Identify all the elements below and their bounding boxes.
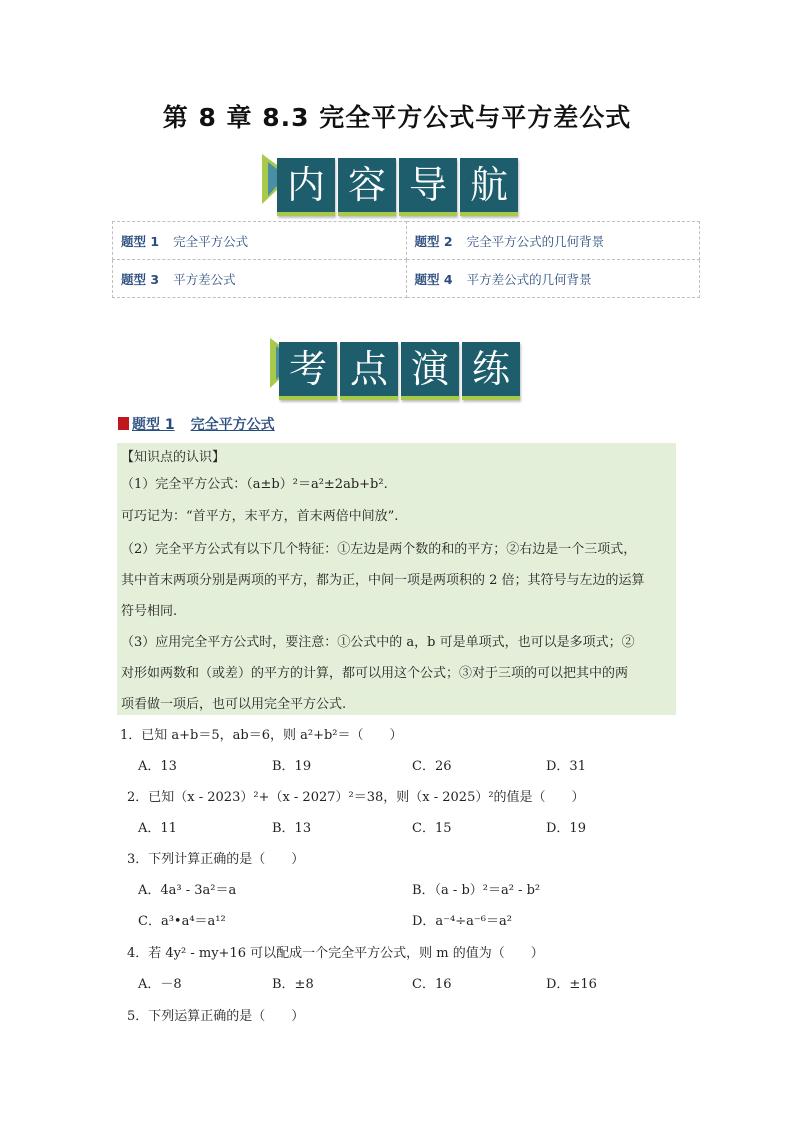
navigation-table [112, 221, 700, 298]
knowledge-line: 可巧记为：“首平方，末平方，首末两倍中间放”. [121, 509, 399, 524]
option[interactable]: A．11 [138, 821, 177, 836]
question-3: 3．下列计算正确的是（ ） [127, 852, 305, 867]
question-5: 5．下列运算正确的是（ ） [127, 1009, 305, 1024]
option[interactable]: A．4a³ - 3a²＝a [138, 883, 237, 898]
nav-item-type-1[interactable] [113, 222, 407, 260]
knowledge-line: （1）完全平方公式：（a±b）²＝a²±2ab+b². [121, 477, 388, 492]
knowledge-line: 符号相同. [121, 604, 178, 619]
section-tag: 题型 1 [132, 417, 175, 433]
knowledge-line: （3）应用完全平方公式时，要注意：①公式中的 a，b 可是单项式，也可以是多项式；② [121, 635, 635, 650]
banner-char: 点 [340, 342, 398, 400]
question-1: 1．已知 a+b＝5，ab＝6，则 a²+b²＝（ ） [120, 728, 403, 743]
nav-label: 平方差公式 [173, 271, 236, 287]
banner-char: 演 [401, 342, 459, 400]
question-4: 4．若 4y² - my+16 可以配成一个完全平方公式，则 m 的值为（ ） [127, 946, 544, 961]
knowledge-line: （2）完全平方公式有以下几个特征：①左边是两个数的和的平方；②右边是一个三项式， [121, 542, 637, 557]
knowledge-line: 【知识点的认识】 [121, 450, 226, 465]
option[interactable]: B．（a - b）²＝a² - b² [412, 883, 541, 898]
nav-item-type-4[interactable] [406, 260, 700, 298]
question-2: 2．已知（x - 2023）²+（x - 2027）²＝38，则（x - 2025）²的值是（ ） [127, 790, 585, 805]
banner-char: 航 [460, 158, 518, 216]
banner-char: 容 [338, 158, 396, 216]
option[interactable]: C．26 [412, 759, 452, 774]
option[interactable]: B．13 [272, 821, 312, 836]
nav-tag: 题型 4 [414, 271, 453, 287]
page-title: 第 8 章 8.3 完全平方公式与平方差公式 [162, 103, 632, 132]
knowledge-line: 项看做一项后，也可以用完全平方公式. [121, 697, 347, 712]
option[interactable]: D．19 [546, 821, 586, 836]
nav-tag: 题型 1 [121, 233, 160, 249]
nav-label: 平方差公式的几何背景 [466, 271, 592, 287]
nav-item-type-2[interactable] [406, 222, 700, 260]
banner-char: 练 [462, 342, 520, 400]
knowledge-line: 对形如两数和（或差）的平方的计算，都可以用这个公式；③对于三项的可以把其中的两 [121, 666, 629, 681]
section-heading [118, 414, 275, 434]
nav-label: 完全平方公式 [173, 233, 249, 249]
nav-tag: 题型 2 [414, 233, 453, 249]
option[interactable]: D．±16 [546, 977, 597, 992]
knowledge-line: 其中首末两项分别是两项的平方，都为正，中间一项是两项积的 2 倍；其符号与左边的运算 [121, 573, 645, 588]
option[interactable]: B．19 [272, 759, 312, 774]
practice-banner [0, 336, 794, 406]
option[interactable]: D．31 [546, 759, 586, 774]
banner-char: 考 [279, 342, 337, 400]
nav-label: 完全平方公式的几何背景 [466, 233, 605, 249]
content-navigation-banner [0, 152, 794, 222]
option[interactable]: B．±8 [272, 977, 314, 992]
option[interactable]: C．15 [412, 821, 452, 836]
section-label: 完全平方公式 [190, 417, 275, 433]
option[interactable]: C．16 [412, 977, 452, 992]
nav-item-type-3[interactable] [113, 260, 407, 298]
nav-tag: 题型 3 [121, 271, 160, 287]
option[interactable]: C．a³•a⁴＝a¹² [138, 914, 226, 929]
banner-char: 导 [399, 158, 457, 216]
banner-char: 内 [277, 158, 335, 216]
option[interactable]: A．－8 [138, 977, 182, 992]
option[interactable]: D．a⁻⁴÷a⁻⁶＝a² [412, 914, 512, 929]
section-marker-icon [118, 417, 129, 430]
option[interactable]: A．13 [138, 759, 177, 774]
